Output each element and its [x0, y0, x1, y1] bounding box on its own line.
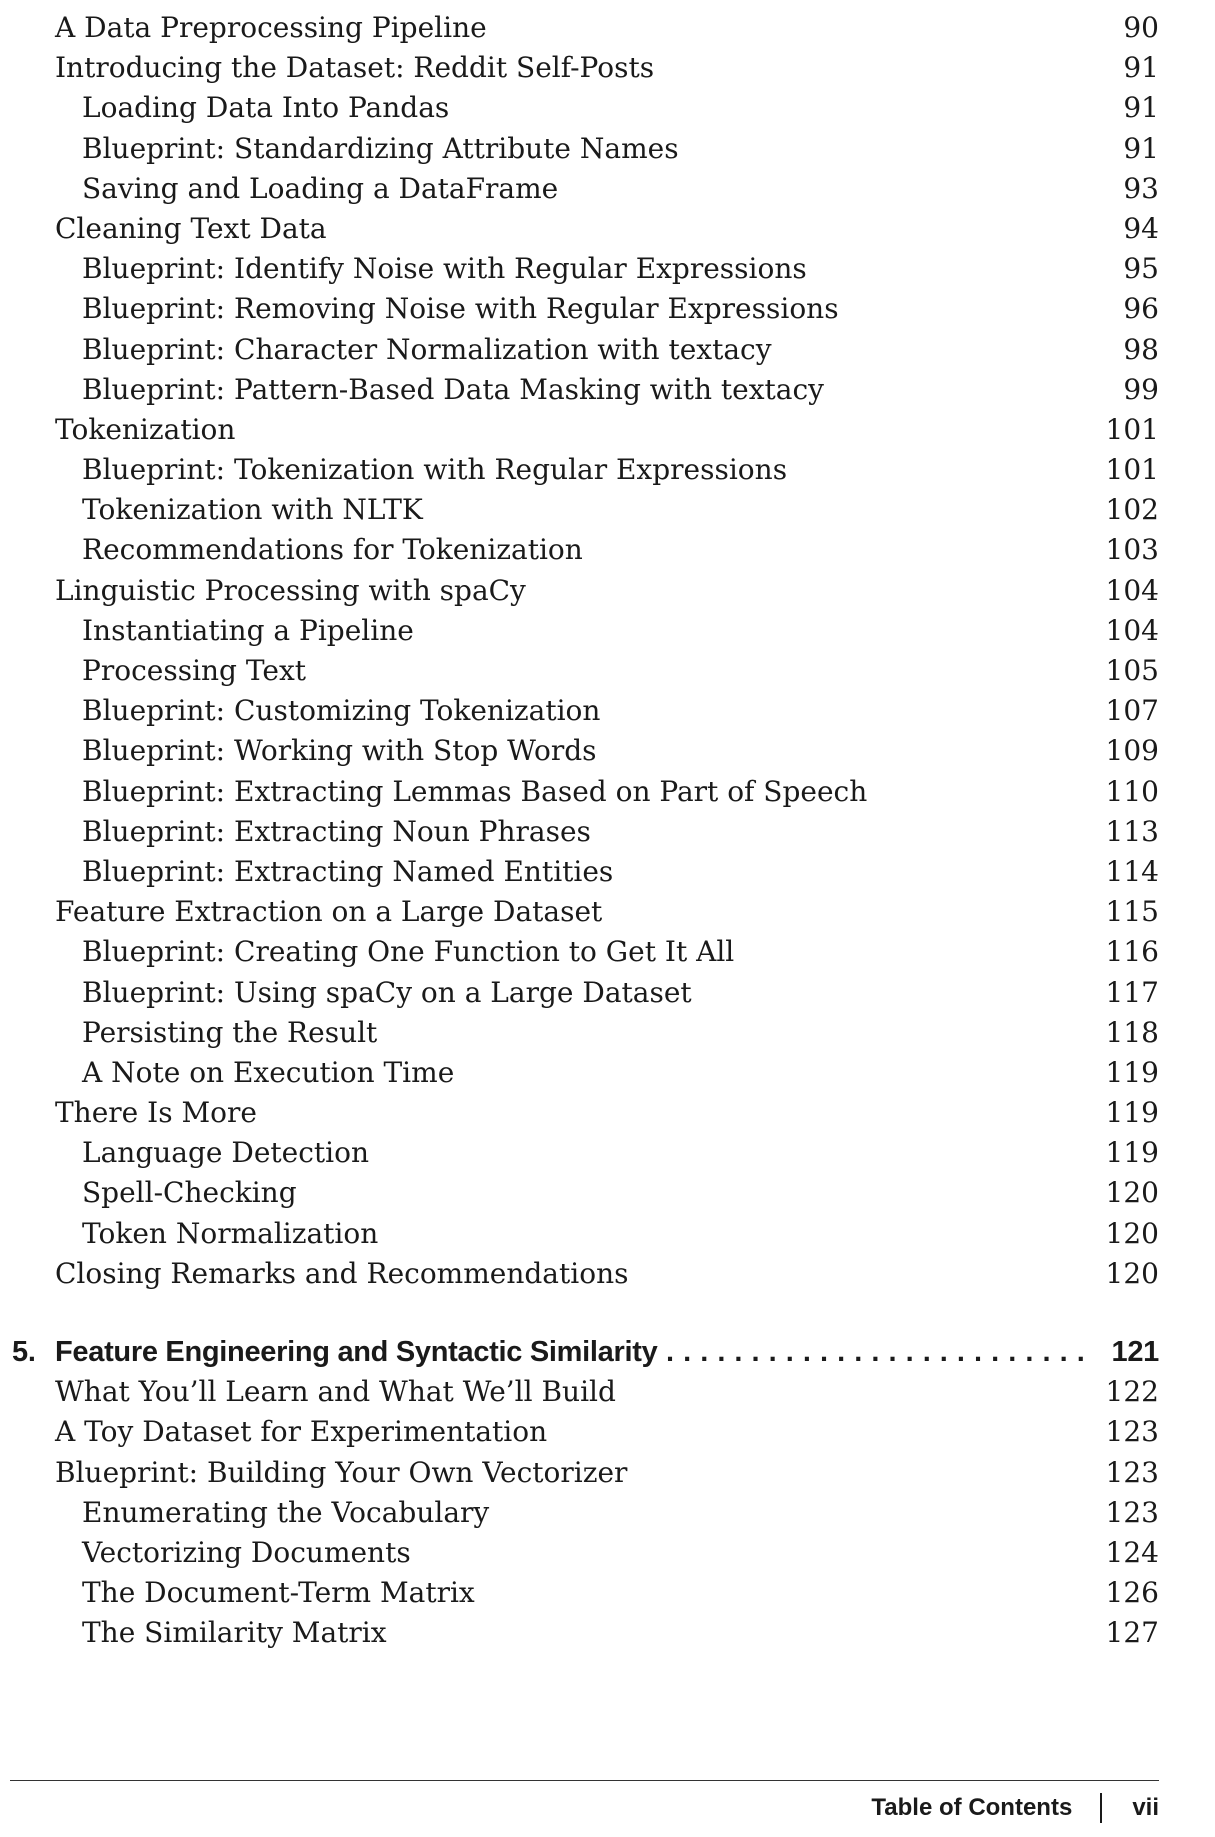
- toc-entry-page-number: 104: [1105, 573, 1159, 607]
- toc-entry-title: Loading Data Into Pandas: [82, 91, 450, 125]
- toc-entry-page-number: 123: [1105, 1455, 1159, 1489]
- toc-entry-title: Enumerating the Vocabulary: [82, 1495, 490, 1529]
- toc-entry[interactable]: [0, 1533, 1215, 1573]
- toc-entry-page-number: 122: [1105, 1375, 1159, 1409]
- toc-entry-title: Blueprint: Working with Stop Words: [82, 734, 597, 768]
- toc-entry-title: The Similarity Matrix: [82, 1616, 387, 1650]
- toc-entry-title: Blueprint: Pattern-Based Data Masking with textacy: [82, 372, 824, 406]
- toc-entry[interactable]: [0, 209, 1215, 249]
- toc-entry-title: Blueprint: Standardizing Attribute Names: [82, 131, 679, 165]
- toc-entry[interactable]: [0, 1412, 1215, 1452]
- toc-entry[interactable]: [0, 892, 1215, 932]
- toc-entry-page-number: 127: [1105, 1616, 1159, 1650]
- toc-entry-page-number: 95: [1123, 252, 1159, 286]
- toc-entry-title: Feature Extraction on a Large Dataset: [55, 895, 603, 929]
- toc-entry-page-number: 103: [1105, 533, 1159, 567]
- toc-entry[interactable]: [0, 1133, 1215, 1173]
- toc-entry-page-number: 104: [1105, 613, 1159, 647]
- toc-entry-title: Processing Text: [82, 654, 306, 687]
- toc-entry-page-number: 101: [1105, 453, 1159, 487]
- toc-entry[interactable]: [0, 1214, 1215, 1254]
- toc-entry-page-number: 109: [1105, 734, 1159, 768]
- toc-chapter-entry[interactable]: [0, 1332, 1215, 1372]
- toc-entry-page-number: 123: [1105, 1415, 1159, 1449]
- toc-entry-title: Blueprint: Using spaCy on a Large Dataset: [82, 975, 692, 1009]
- toc-entry[interactable]: [0, 812, 1215, 852]
- toc-entry[interactable]: [0, 370, 1215, 410]
- toc-entry[interactable]: [0, 330, 1215, 370]
- footer-section-title: Table of Contents: [871, 1794, 1073, 1821]
- toc-entry-title: A Note on Execution Time: [82, 1055, 455, 1089]
- toc-entry[interactable]: [0, 973, 1215, 1013]
- toc-entry-title: Blueprint: Removing Noise with Regular Expressions: [82, 292, 839, 326]
- toc-entry-page-number: 107: [1105, 694, 1159, 728]
- toc-entry-title: Recommendations for Tokenization: [82, 533, 583, 567]
- toc-entry-page-number: 119: [1105, 1136, 1159, 1170]
- toc-entry[interactable]: [0, 1493, 1215, 1533]
- toc-entry[interactable]: [0, 932, 1215, 972]
- toc-entry-title: Vectorizing Documents: [82, 1535, 411, 1569]
- toc-entry-title: Blueprint: Identify Noise with Regular Expressions: [82, 252, 807, 286]
- toc-entry[interactable]: [0, 731, 1215, 771]
- toc-entry-page-number: 116: [1105, 935, 1159, 969]
- toc-entry[interactable]: [0, 1372, 1215, 1412]
- toc-entry-title: A Data Preprocessing Pipeline: [55, 11, 487, 44]
- toc-entry[interactable]: [0, 651, 1215, 691]
- toc-entry-page-number: 119: [1105, 1096, 1159, 1130]
- toc-entry-title: Blueprint: Building Your Own Vectorizer: [55, 1455, 628, 1489]
- toc-entry-title: Blueprint: Extracting Noun Phrases: [82, 814, 591, 848]
- toc-entry-title: There Is More: [55, 1096, 257, 1130]
- toc-entry-title: Blueprint: Tokenization with Regular Expressions: [82, 453, 788, 487]
- toc-entry-title: Linguistic Processing with spaCy: [55, 573, 526, 607]
- toc-entry[interactable]: [0, 169, 1215, 209]
- toc-entry-title: Feature Engineering and Syntactic Similarity . . .: [55, 1332, 1087, 1372]
- toc-entry-title: Tokenization with NLTK: [82, 493, 423, 527]
- toc-entry[interactable]: [0, 88, 1215, 128]
- toc-entry-page-number: 94: [1123, 211, 1159, 245]
- toc-entry-page-number: 110: [1105, 774, 1159, 808]
- toc-entry-title: What You’ll Learn and What We’ll Build: [55, 1375, 616, 1409]
- toc-entry-title: Persisting the Result: [82, 1015, 378, 1049]
- toc-entry-title: Cleaning Text Data: [55, 211, 327, 245]
- footer-page-number: vii: [1132, 1794, 1159, 1821]
- toc-entry[interactable]: [0, 410, 1215, 450]
- toc-entry-page-number: 101: [1105, 412, 1159, 446]
- toc-entry[interactable]: [0, 249, 1215, 289]
- toc-entry-page-number: 102: [1105, 493, 1159, 527]
- toc-entry[interactable]: [0, 530, 1215, 570]
- table-of-contents: [0, 8, 1215, 1654]
- toc-entry-title: Instantiating a Pipeline: [82, 613, 414, 647]
- toc-entry-title: Blueprint: Customizing Tokenization: [82, 694, 601, 728]
- toc-entry-page-number: 126: [1105, 1576, 1159, 1610]
- toc-entry[interactable]: [0, 1013, 1215, 1053]
- toc-entry-title: A Toy Dataset for Experimentation: [55, 1415, 548, 1449]
- toc-entry-title: Introducing the Dataset: Reddit Self-Posts: [55, 51, 655, 85]
- toc-entry-page-number: 120: [1105, 1176, 1159, 1210]
- toc-entry-title: Closing Remarks and Recommendations: [55, 1256, 629, 1290]
- toc-entry[interactable]: [0, 8, 1215, 48]
- toc-entry-page-number: 113: [1105, 814, 1159, 848]
- toc-entry[interactable]: [0, 289, 1215, 329]
- toc-entry-title: Token Normalization: [82, 1216, 379, 1250]
- toc-entry-title: Blueprint: Extracting Lemmas Based on Part of Speech: [82, 774, 868, 808]
- toc-entry-title: Blueprint: Character Normalization with textacy: [82, 332, 772, 366]
- toc-entry-page-number: 119: [1105, 1055, 1159, 1089]
- toc-entry[interactable]: [0, 1453, 1215, 1493]
- toc-entry-page-number: 91: [1123, 91, 1159, 125]
- toc-entry-title: The Document-Term Matrix: [82, 1576, 475, 1610]
- toc-entry-page-number: 90: [1123, 11, 1159, 44]
- toc-entry-title: Tokenization: [55, 412, 236, 446]
- toc-entry-page-number: 105: [1105, 654, 1159, 687]
- toc-entry-page-number: 114: [1105, 854, 1159, 888]
- toc-entry[interactable]: [0, 772, 1215, 812]
- toc-entry[interactable]: [0, 129, 1215, 169]
- toc-entry[interactable]: [0, 852, 1215, 892]
- toc-entry[interactable]: [0, 1573, 1215, 1613]
- toc-entry-page-number: 118: [1105, 1015, 1159, 1049]
- toc-entry-title: Spell-Checking: [82, 1176, 297, 1210]
- toc-entry[interactable]: [0, 490, 1215, 530]
- toc-entry[interactable]: [0, 571, 1215, 611]
- toc-entry-title: Saving and Loading a DataFrame: [82, 171, 559, 205]
- toc-entry-page-number: 99: [1123, 372, 1159, 406]
- toc-entry-page-number: 98: [1123, 332, 1159, 366]
- toc-entry-page-number: 115: [1105, 895, 1159, 929]
- page-footer: [871, 1788, 1159, 1828]
- toc-entry-page-number: 91: [1123, 131, 1159, 165]
- toc-entry[interactable]: [0, 1613, 1215, 1653]
- toc-entry-page-number: 93: [1123, 171, 1159, 205]
- toc-entry-page-number: 120: [1105, 1256, 1159, 1290]
- toc-entry-page-number: 117: [1105, 975, 1159, 1009]
- footer-rule: [10, 1780, 1159, 1781]
- toc-entry-page-number: 120: [1105, 1216, 1159, 1250]
- toc-entry-page-number: 124: [1105, 1535, 1159, 1569]
- toc-entry[interactable]: [0, 48, 1215, 88]
- toc-entry[interactable]: [0, 611, 1215, 651]
- footer-separator: [1100, 1793, 1102, 1823]
- toc-entry-page-number: 91: [1123, 51, 1159, 85]
- toc-entry[interactable]: [0, 1093, 1215, 1133]
- toc-entry-page-number: 123: [1105, 1495, 1159, 1529]
- toc-entry-title: Blueprint: Creating One Function to Get It All: [82, 935, 735, 969]
- toc-chapter-number: 5.: [12, 1336, 36, 1368]
- toc-entry-page-number: 121: [1111, 1336, 1159, 1368]
- toc-entry[interactable]: [0, 1254, 1215, 1294]
- toc-entry[interactable]: [0, 450, 1215, 490]
- toc-entry-title: Language Detection: [82, 1136, 369, 1170]
- toc-entry[interactable]: [0, 1053, 1215, 1093]
- toc-entry-title: Blueprint: Extracting Named Entities: [82, 854, 614, 888]
- toc-entry-page-number: 96: [1123, 292, 1159, 326]
- toc-entry[interactable]: [0, 691, 1215, 731]
- toc-entry[interactable]: [0, 1173, 1215, 1213]
